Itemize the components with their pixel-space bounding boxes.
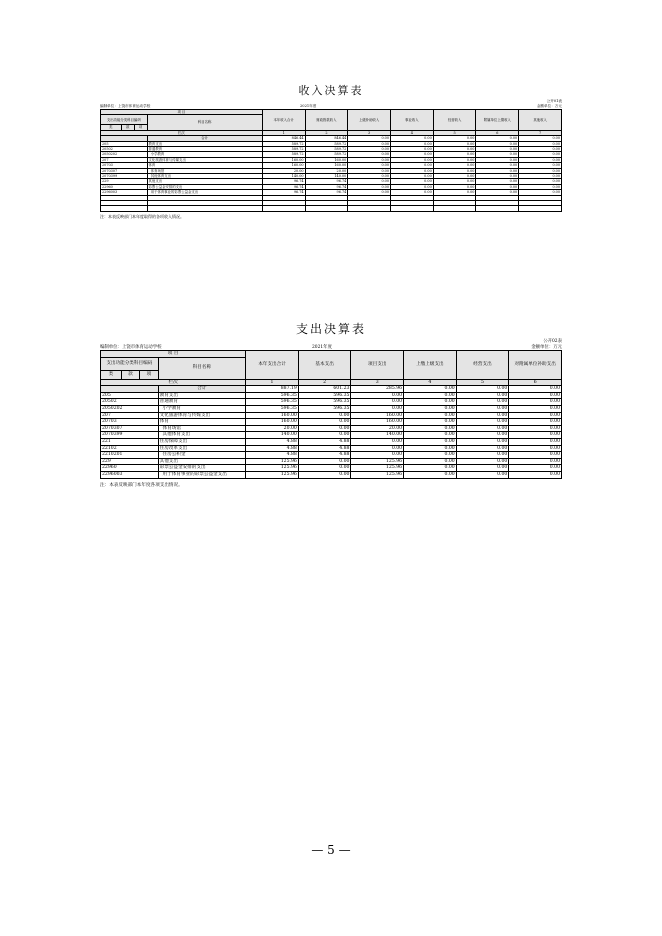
expense-row-value: 596.35 [246, 405, 299, 412]
expense-row-value: 0.00 [404, 471, 457, 478]
expense-row-value: 0.00 [509, 471, 562, 478]
income-row-value [348, 206, 391, 211]
expense-row-value: 0.00 [404, 386, 457, 393]
expense-row-value: 0.00 [509, 452, 562, 459]
income-row-value: 96.74 [305, 184, 348, 189]
expense-row-value: 0.00 [509, 425, 562, 432]
expense-row-value: 0.00 [456, 412, 509, 419]
expense-row-code: 2070399 [101, 432, 159, 439]
expense-row-value: 0.00 [404, 458, 457, 465]
expense-form-no: 公开02表 [543, 339, 562, 344]
income-row-value: 0.00 [476, 174, 519, 179]
income-row-value: 0.00 [433, 147, 476, 152]
income-row-code: 2070307 [101, 168, 148, 173]
income-row-value: 846.44 [262, 136, 305, 141]
expense-row-value: 4.88 [298, 445, 351, 452]
expense-row-value: 0.00 [509, 412, 562, 419]
income-row-value: 160.00 [305, 157, 348, 162]
expense-col-header: 基本支出 [298, 351, 351, 380]
expense-row-code: 22960 [101, 465, 159, 472]
income-col-number: 2 [305, 130, 348, 135]
income-row-value: 589.72 [262, 147, 305, 152]
table-row [101, 425, 562, 432]
income-col-header: 事业收入 [391, 110, 434, 131]
expense-row-name: 教育支出 [158, 392, 246, 399]
table-row [101, 412, 562, 419]
income-title: 收入决算表 [298, 84, 364, 97]
income-row-value: 0.00 [476, 147, 519, 152]
expense-row-value: 0.00 [404, 438, 457, 445]
expense-row-value: 0.00 [404, 412, 457, 419]
income-money-unit: 金额单位：万元 [536, 104, 562, 108]
income-header-name: 科目名称 [147, 115, 262, 130]
income-row-value: 0.00 [476, 179, 519, 184]
expense-row-name: 住房公积金 [158, 452, 246, 459]
income-row-value: 0.00 [476, 141, 519, 146]
expense-row-value: 160.00 [351, 419, 404, 426]
expense-row-value: 125.96 [351, 471, 404, 478]
income-row-value: 0.00 [433, 141, 476, 146]
table-row [101, 471, 562, 478]
expense-row-name: 普通教育 [158, 399, 246, 406]
expense-row-value: 0.00 [298, 465, 351, 472]
table-row [101, 386, 562, 393]
expense-row-value: 0.00 [404, 425, 457, 432]
expense-row-value: 601.23 [298, 386, 351, 393]
income-row-value: 160.00 [262, 163, 305, 168]
income-header-kuan: 款 [121, 125, 134, 130]
expense-row-code: 207 [101, 412, 159, 419]
table-row [101, 405, 562, 412]
expense-row-code: 2210201 [101, 452, 159, 459]
expense-row-value: 596.35 [246, 392, 299, 399]
expense-row-value: 0.00 [456, 445, 509, 452]
income-row-name: 用于体育事业的彩票公益金支出 [147, 190, 262, 195]
income-row-code: 20502 [101, 147, 148, 152]
income-header-xiang: 项 [134, 125, 147, 130]
income-row-name: 小学教育 [147, 152, 262, 157]
expense-row-value: 125.96 [246, 465, 299, 472]
expense-header-name: 科目名称 [158, 357, 246, 379]
expense-unit: 编制单位：上饶市体育运动学校 [100, 345, 162, 350]
expense-row-value: 4.88 [298, 438, 351, 445]
income-row-value: 0.00 [348, 141, 391, 146]
income-row-value: 96.74 [262, 184, 305, 189]
income-row-value: 96.74 [305, 190, 348, 195]
table-row [101, 432, 562, 439]
expense-row-code: 22102 [101, 445, 159, 452]
expense-col-header: 本年支出合计 [246, 351, 299, 380]
expense-row-value: 160.00 [351, 412, 404, 419]
income-header-code: 支出功能分类科目编码 [101, 115, 148, 125]
income-row-code [101, 206, 148, 211]
expense-row-value: 0.00 [298, 432, 351, 439]
expense-header-lei: 类 [101, 370, 122, 379]
expense-row-value: 0.00 [509, 432, 562, 439]
income-col-header: 本年收入合计 [262, 110, 305, 131]
income-row-value: 589.72 [262, 152, 305, 157]
income-row-code: 20703 [101, 163, 148, 168]
expense-row-name: 彩票公益金安排的支出 [158, 465, 246, 472]
expense-row-value: 0.00 [298, 419, 351, 426]
expense-lanci-label: 栏次 [101, 379, 246, 386]
expense-row-code: 205 [101, 392, 159, 399]
income-table-body [101, 130, 562, 211]
expense-row-name: 文化旅游体育与传媒支出 [158, 412, 246, 419]
income-col-number: 7 [519, 130, 562, 135]
expense-table-header [101, 351, 562, 380]
expense-row-value: 0.00 [456, 438, 509, 445]
income-row-value: 0.00 [476, 152, 519, 157]
income-row-name: 其他支出 [147, 179, 262, 184]
expense-row-code: 2050202 [101, 405, 159, 412]
expense-header-xiang: 项 [140, 370, 158, 379]
table-row [101, 452, 562, 459]
income-col-header: 附属单位上缴收入 [476, 110, 519, 131]
expense-row-value: 0.00 [404, 452, 457, 459]
expense-row-value: 0.00 [509, 445, 562, 452]
income-row-value: 0.00 [348, 163, 391, 168]
income-row-value [433, 206, 476, 211]
income-row-value: 0.00 [391, 147, 434, 152]
income-row-name: 体育 [147, 163, 262, 168]
income-row-value: 0.00 [348, 179, 391, 184]
income-row-value: 0.00 [348, 174, 391, 179]
expense-row-value: 0.00 [509, 399, 562, 406]
expense-row-value: 0.00 [509, 392, 562, 399]
expense-row-value: 596.35 [246, 399, 299, 406]
expense-header-code: 支出功能分类科目编码 [101, 357, 159, 370]
income-row-value: 0.00 [519, 179, 562, 184]
income-col-number: 1 [262, 130, 305, 135]
expense-row-value: 125.96 [351, 458, 404, 465]
income-lanci-label: 栏次 [101, 130, 263, 135]
income-row-value: 0.00 [433, 152, 476, 157]
expense-row-value: 0.00 [456, 386, 509, 393]
expense-row-value: 0.00 [456, 392, 509, 399]
expense-table [100, 350, 562, 479]
income-row-value: 589.72 [262, 141, 305, 146]
expense-row-value: 0.00 [456, 471, 509, 478]
income-row-value: 0.00 [391, 157, 434, 162]
expense-row-value: 0.00 [509, 419, 562, 426]
income-row-code: 229 [101, 179, 148, 184]
expense-col-number: 2 [298, 379, 351, 386]
expense-row-value: 0.00 [509, 465, 562, 472]
expense-row-value: 160.00 [246, 412, 299, 419]
income-row-name: 文化旅游体育与传媒支出 [147, 157, 262, 162]
expense-row-value: 0.00 [509, 438, 562, 445]
income-row-value: 0.00 [519, 147, 562, 152]
expense-row-value: 0.00 [351, 438, 404, 445]
income-row-value: 0.00 [519, 163, 562, 168]
income-table-header [101, 110, 562, 131]
expense-section [100, 320, 562, 488]
income-row-value: 589.72 [305, 141, 348, 146]
expense-row-value: 0.00 [456, 465, 509, 472]
income-row-value: 0.00 [519, 157, 562, 162]
income-row-value: 96.74 [262, 179, 305, 184]
income-row-value: 0.00 [433, 157, 476, 162]
expense-row-value: 0.00 [298, 458, 351, 465]
income-row-value: 0.00 [433, 184, 476, 189]
income-row-value: 96.74 [262, 190, 305, 195]
expense-col-number: 4 [404, 379, 457, 386]
expense-row-code: 221 [101, 438, 159, 445]
expense-year: 2021年度 [312, 345, 332, 350]
expense-row-value: 4.88 [298, 452, 351, 459]
income-row-value: 0.00 [391, 136, 434, 141]
income-row-name: 其他体育支出 [147, 174, 262, 179]
expense-money-unit: 金额单位：万元 [531, 345, 562, 350]
income-row-value: 20.00 [262, 168, 305, 173]
table-row [101, 438, 562, 445]
expense-row-value: 125.96 [246, 471, 299, 478]
expense-row-value: 0.00 [404, 445, 457, 452]
expense-row-value: 4.88 [246, 445, 299, 452]
expense-row-value: 0.00 [509, 405, 562, 412]
expense-col-number: 3 [351, 379, 404, 386]
income-year: 2021年度 [300, 104, 317, 108]
expense-lanci-row [101, 379, 562, 386]
income-row-value: 0.00 [391, 174, 434, 179]
income-row-value: 589.72 [305, 147, 348, 152]
income-row-value: 0.00 [391, 163, 434, 168]
expense-row-value: 596.35 [298, 392, 351, 399]
expense-row-value: 285.96 [351, 386, 404, 393]
expense-row-name: 住房保障支出 [158, 438, 246, 445]
table-row [101, 458, 562, 465]
expense-row-value: 0.00 [456, 425, 509, 432]
expense-col-number: 1 [246, 379, 299, 386]
income-row-value: 0.00 [476, 136, 519, 141]
expense-row-name: 小学教育 [158, 405, 246, 412]
expense-col-number: 6 [509, 379, 562, 386]
income-row-value: 0.00 [433, 179, 476, 184]
expense-table-body [101, 379, 562, 478]
income-row-value: 160.00 [262, 157, 305, 162]
expense-row-code: 20502 [101, 399, 159, 406]
expense-header-project: 项 目 [101, 351, 246, 358]
income-row-value: 0.00 [519, 184, 562, 189]
income-row-name: 体育场馆 [147, 168, 262, 173]
income-row-value: 0.00 [519, 136, 562, 141]
expense-row-value: 0.00 [298, 412, 351, 419]
income-row-value: 0.00 [476, 168, 519, 173]
expense-row-value: 0.00 [456, 399, 509, 406]
income-header-lei: 类 [101, 125, 122, 130]
income-section [100, 82, 562, 220]
income-row-value: 0.00 [391, 141, 434, 146]
income-row-value: 140.00 [305, 174, 348, 179]
income-row-value: 0.00 [433, 190, 476, 195]
expense-col-header: 项目支出 [351, 351, 404, 380]
income-row-value: 0.00 [348, 157, 391, 162]
income-row-value: 0.00 [519, 152, 562, 157]
expense-row-value: 0.00 [404, 432, 457, 439]
expense-row-value: 160.00 [246, 419, 299, 426]
expense-row-value: 0.00 [298, 471, 351, 478]
expense-row-name: 用于体育事业的彩票公益金支出 [158, 471, 246, 478]
income-row-value: 0.00 [348, 168, 391, 173]
income-row-value: 0.00 [476, 163, 519, 168]
income-row-value: 0.00 [476, 190, 519, 195]
income-row-value: 96.74 [305, 179, 348, 184]
income-row-name: 普通教育 [147, 147, 262, 152]
income-row-value: 589.72 [305, 152, 348, 157]
income-row-value: 0.00 [519, 174, 562, 179]
income-row-value: 0.00 [391, 152, 434, 157]
expense-row-name: 体育 [158, 419, 246, 426]
income-row-value: 0.00 [519, 168, 562, 173]
income-row-value [262, 206, 305, 211]
income-row-value [519, 206, 562, 211]
income-row-name [147, 206, 262, 211]
income-row-value: 140.00 [262, 174, 305, 179]
income-row-value: 0.00 [348, 152, 391, 157]
expense-title: 支出决算表 [295, 322, 366, 336]
page-number: — 5 — [311, 843, 351, 857]
expense-row-value: 0.00 [298, 425, 351, 432]
expense-row-value: 0.00 [404, 399, 457, 406]
table-row [101, 392, 562, 399]
expense-row-value: 0.00 [404, 392, 457, 399]
income-row-code: 207 [101, 157, 148, 162]
income-row-value [391, 206, 434, 211]
income-row-code: 2050202 [101, 152, 148, 157]
expense-row-value: 20.00 [351, 425, 404, 432]
expense-header-kuan: 款 [121, 370, 139, 379]
expense-row-value: 125.96 [246, 458, 299, 465]
expense-row-value: 0.00 [456, 419, 509, 426]
income-col-number: 3 [348, 130, 391, 135]
income-col-number: 5 [433, 130, 476, 135]
income-row-value: 0.00 [348, 147, 391, 152]
income-row-value: 0.00 [433, 168, 476, 173]
income-row-value: 0.00 [519, 190, 562, 195]
income-row-value: 0.00 [433, 136, 476, 141]
expense-row-name: 住房改革支出 [158, 445, 246, 452]
expense-row-code: 229 [101, 458, 159, 465]
income-col-header: 财政拨款收入 [305, 110, 348, 131]
expense-row-code: 20703 [101, 419, 159, 426]
income-row-code: 2070399 [101, 174, 148, 179]
income-row-value: 0.00 [391, 168, 434, 173]
expense-col-header: 对附属单位补助支出 [509, 351, 562, 380]
expense-note: 注：本表反映部门本年度各项支出情况。 [100, 482, 183, 488]
expense-row-value: 0.00 [456, 432, 509, 439]
income-row-value: 0.00 [433, 174, 476, 179]
expense-row-value: 140.00 [246, 432, 299, 439]
income-col-header: 其他收入 [519, 110, 562, 131]
expense-row-value: 0.00 [456, 405, 509, 412]
expense-row-value: 4.88 [246, 438, 299, 445]
income-row-value: 846.44 [305, 136, 348, 141]
income-row-value: 0.00 [519, 141, 562, 146]
expense-row-value: 0.00 [509, 386, 562, 393]
table-row [101, 465, 562, 472]
income-note: 注：本表反映部门本年度取得的各项收入情况。 [100, 213, 184, 219]
expense-row-value: 20.00 [246, 425, 299, 432]
income-row-value: 0.00 [433, 163, 476, 168]
income-unit: 编制单位：上饶市体育运动学校 [100, 104, 151, 108]
income-col-number: 6 [476, 130, 519, 135]
expense-row-value: 0.00 [404, 419, 457, 426]
expense-row-value: 596.35 [298, 405, 351, 412]
expense-row-value: 0.00 [404, 405, 457, 412]
expense-row-code [101, 386, 159, 393]
income-row-code: 22960 [101, 184, 148, 189]
income-table [100, 109, 562, 212]
expense-row-value: 4.88 [246, 452, 299, 459]
income-row-name: 教育支出 [147, 141, 262, 146]
expense-row-value: 0.00 [351, 445, 404, 452]
expense-row-value: 0.00 [351, 452, 404, 459]
expense-col-header: 经营支出 [456, 351, 509, 380]
table-row [101, 445, 562, 452]
income-col-number: 4 [391, 130, 434, 135]
expense-row-value: 0.00 [509, 458, 562, 465]
expense-row-value: 0.00 [456, 458, 509, 465]
table-row [101, 419, 562, 426]
income-row-value [476, 206, 519, 211]
income-row-name: 彩票公益金安排的支出 [147, 184, 262, 189]
income-row-name: 合计 [147, 136, 262, 141]
expense-row-value: 0.00 [351, 392, 404, 399]
income-row-code: 2296003 [101, 190, 148, 195]
income-row-value: 0.00 [476, 184, 519, 189]
income-row-value [305, 206, 348, 211]
expense-row-value: 0.00 [351, 399, 404, 406]
income-row-value: 0.00 [391, 184, 434, 189]
expense-col-number: 5 [456, 379, 509, 386]
expense-row-value: 0.00 [404, 465, 457, 472]
expense-col-header: 上缴上级支出 [404, 351, 457, 380]
income-row-value: 0.00 [348, 190, 391, 195]
income-form-no: 公开01表 [546, 99, 562, 103]
expense-row-name: 体育场馆 [158, 425, 246, 432]
expense-row-value: 125.96 [351, 465, 404, 472]
income-col-header: 经营收入 [433, 110, 476, 131]
income-row-value: 160.00 [305, 163, 348, 168]
expense-row-value: 596.35 [298, 399, 351, 406]
expense-row-name: 其他体育支出 [158, 432, 246, 439]
table-row [101, 399, 562, 406]
income-row-value: 0.00 [391, 179, 434, 184]
expense-row-code: 2296003 [101, 471, 159, 478]
income-row-value: 0.00 [348, 136, 391, 141]
income-row-value: 0.00 [348, 184, 391, 189]
income-row-value: 0.00 [476, 157, 519, 162]
expense-row-value: 0.00 [456, 452, 509, 459]
expense-row-name: 合计 [158, 386, 246, 393]
income-row-code: 205 [101, 141, 148, 146]
income-row-value: 20.00 [305, 168, 348, 173]
income-col-header: 上级补助收入 [348, 110, 391, 131]
income-header-project: 项 目 [101, 110, 263, 115]
expense-row-name: 其他支出 [158, 458, 246, 465]
expense-row-value: 887.19 [246, 386, 299, 393]
expense-row-value: 0.00 [351, 405, 404, 412]
table-row [101, 206, 562, 211]
expense-row-code: 2070307 [101, 425, 159, 432]
income-row-value: 0.00 [391, 190, 434, 195]
expense-row-value: 140.00 [351, 432, 404, 439]
